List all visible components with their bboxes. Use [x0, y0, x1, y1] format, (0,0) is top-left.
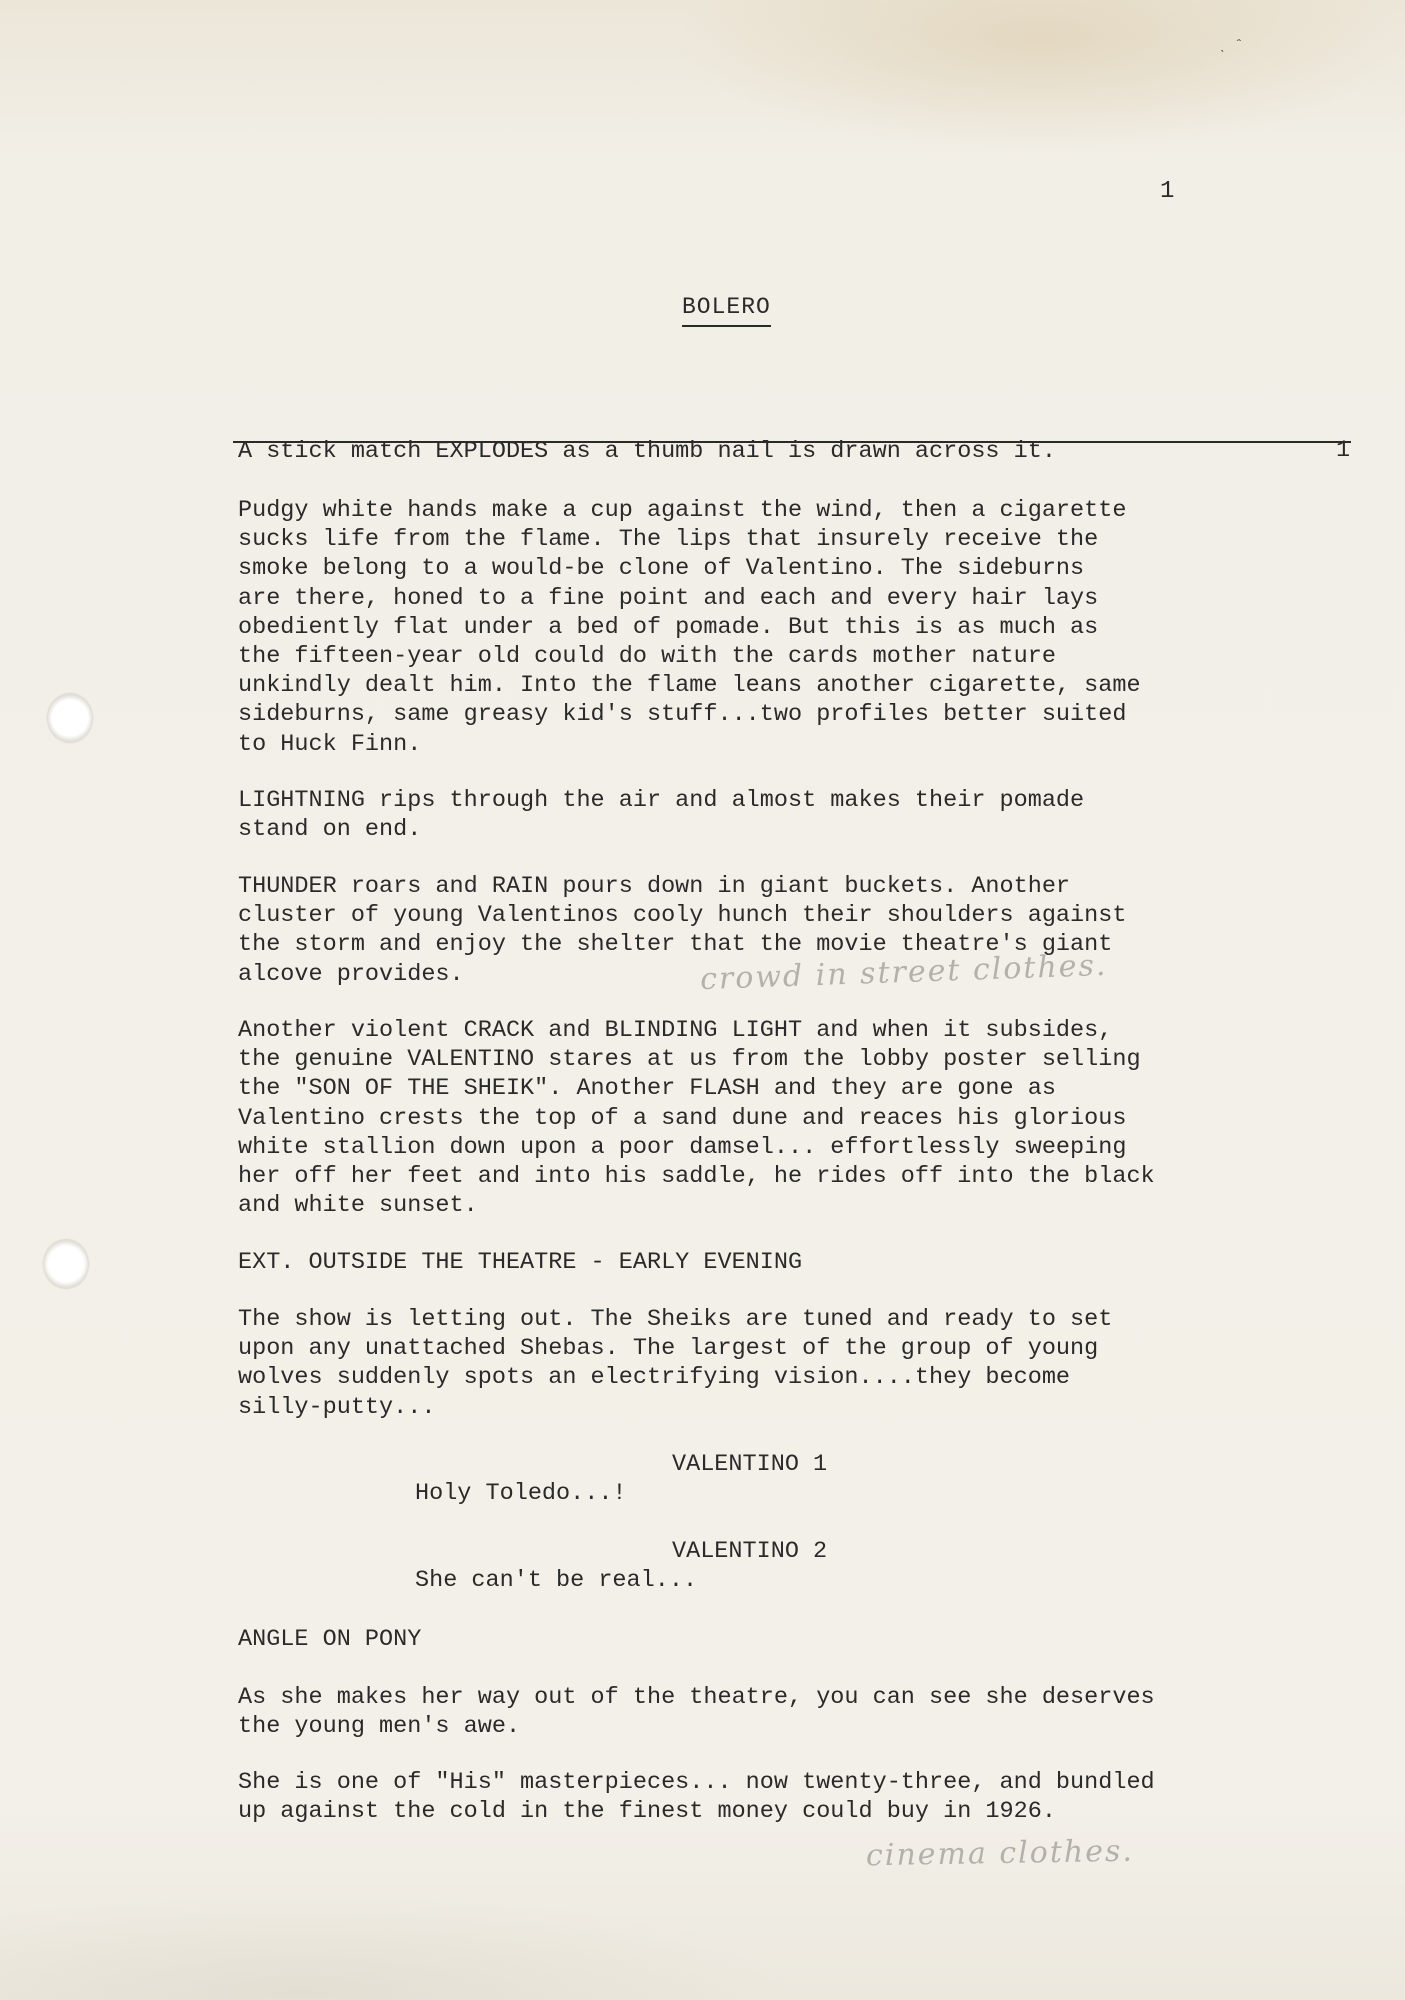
character-name: VALENTINO 1: [672, 1451, 828, 1478]
action-paragraph: Pudgy white hands make a cup against the wind, then a cigarette sucks life from the flame. The lips that insurely receive the smoke belong to a would-be clone of Valentino. The sideburns are there, honed to a fine point and each and every hair lays obediently flat under a bed of pomade. But this is as much as the fifteen-year old could do with the cards mother nature unkindly dealt him. Into the flame leans another cigarette, same sideburns, same greasy kid's stuff...two profiles better suited to Huck Finn.: [238, 497, 1141, 758]
camera-direction: ANGLE ON PONY: [238, 1626, 422, 1653]
scene-heading: A stick match EXPLODES as a thumb nail is drawn across it.: [238, 438, 1056, 465]
punch-hole-top: [48, 694, 92, 742]
corner-mark: ˎ ˆ: [1218, 38, 1244, 54]
action-paragraph: She is one of "His" masterpieces... now twenty-three, and bundled up against the cold in the finest money could buy in 1926.: [238, 1769, 1155, 1826]
action-paragraph: Another violent CRACK and BLINDING LIGHT and when it subsides, the genuine VALENTINO stares at us from the lobby poster selling the "SON OF THE SHEIK". Another FLASH and they are gone as Valentino crests the top of a sand dune and reaces his glorious white stallion down upon a poor damsel... effortlessly sweeping her off her feet and into his saddle, he rides off into the black and white sunset.: [238, 1017, 1155, 1220]
dialogue-line: Holy Toledo...!: [415, 1480, 627, 1507]
action-paragraph: THUNDER roars and RAIN pours down in giant buckets. Another cluster of young Valentinos cooly hunch their shoulders against the storm and enjoy the shelter that the movie theatre's giant alcove provides.: [238, 873, 1127, 988]
character-name: VALENTINO 2: [672, 1538, 828, 1565]
handwritten-note: crowd in street clothes.: [699, 947, 1108, 998]
dialogue-line: She can't be real...: [415, 1567, 698, 1594]
slugline: EXT. OUTSIDE THE THEATRE - EARLY EVENING: [238, 1249, 803, 1276]
script-title: BOLERO: [682, 294, 771, 327]
handwritten-note: cinema clothes.: [865, 1833, 1135, 1874]
action-paragraph: As she makes her way out of the theatre, you can see she deserves the young men's awe.: [238, 1684, 1155, 1741]
scene-number: 1: [1336, 437, 1351, 464]
page-number: 1: [1160, 178, 1175, 205]
punch-hole-bottom: [44, 1240, 88, 1288]
action-paragraph: The show is letting out. The Sheiks are tuned and ready to set upon any unattached Shebas. The largest of the group of young wolves suddenly spots an electrifying vision....they become silly-putty...: [238, 1306, 1113, 1421]
action-paragraph: LIGHTNING rips through the air and almost makes their pomade stand on end.: [238, 787, 1085, 844]
